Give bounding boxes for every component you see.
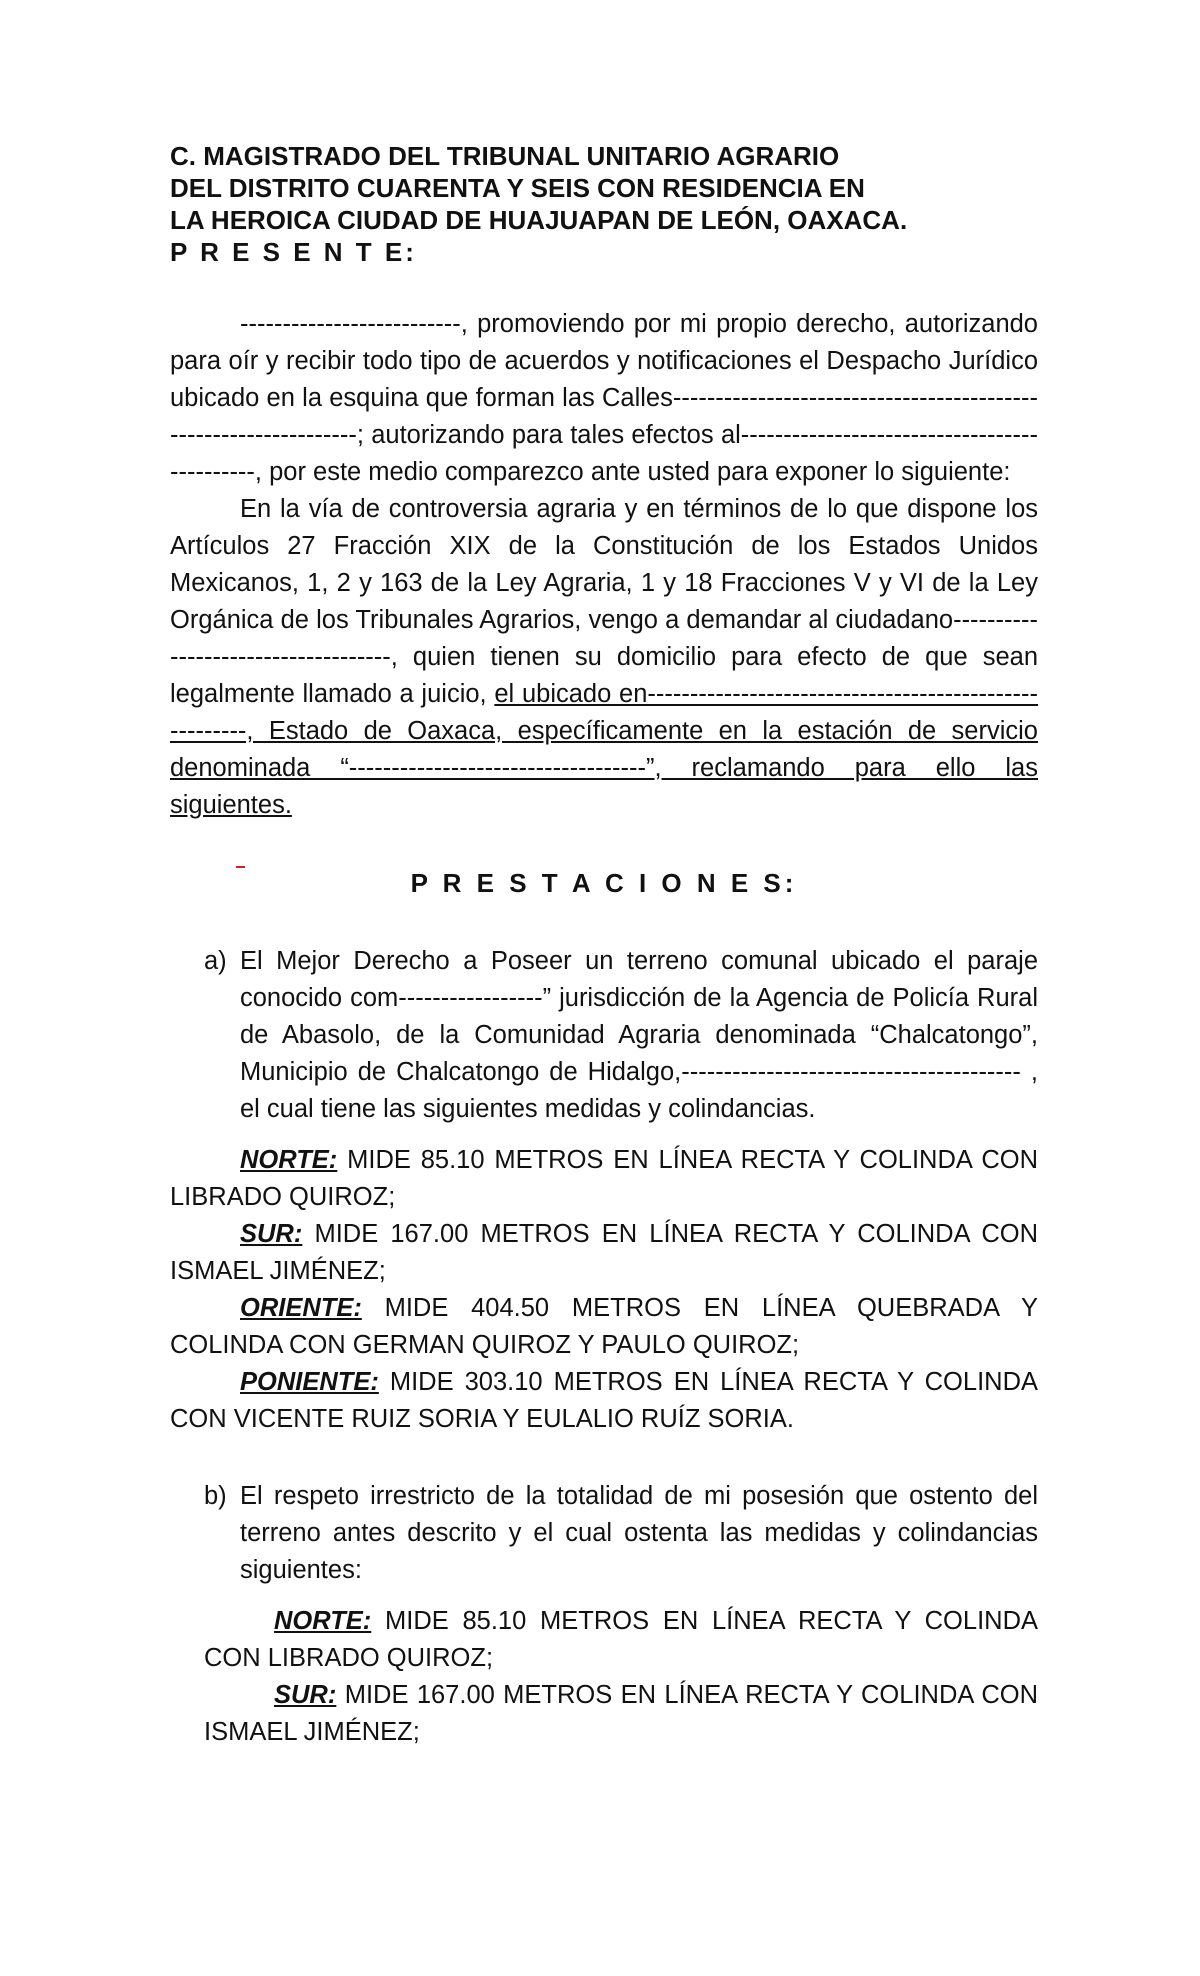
bound-text: MIDE 167.00 METROS EN LÍNEA RECTA Y COLINDA CON ISMAEL JIMÉNEZ; [170,1220,1038,1285]
bound-label: NORTE: [274,1607,372,1635]
bound-sur-b [204,1677,1038,1751]
document-page [170,140,1038,1751]
item-b-letter: b) [204,1482,227,1510]
item-b-text: El respeto irrestricto de la totalidad de mi posesión que ostento del terreno antes descrito y el cual ostenta las medidas y colindancias siguientes: [240,1482,1038,1584]
addressee-line-1: C. MAGISTRADO DEL TRIBUNAL UNITARIO AGRARIO [170,141,840,171]
bound-norte-b [204,1603,1038,1677]
bound-label: SUR: [274,1681,337,1709]
prestaciones-title: P R E S T A C I O N E S: [410,868,798,898]
bound-norte-a [170,1142,1038,1216]
bound-text: MIDE 85.10 METROS EN LÍNEA RECTA Y COLINDA CON LIBRADO QUIROZ; [170,1146,1038,1211]
bound-text: MIDE 167.00 METROS EN LÍNEA RECTA Y COLINDA CON ISMAEL JIMÉNEZ; [204,1681,1038,1746]
bound-text: MIDE 303.10 METROS EN LÍNEA RECTA Y COLINDA CON VICENTE RUIZ SORIA Y EULALIO RUÍZ SORIA. [170,1368,1038,1433]
bound-label: PONIENTE: [240,1368,379,1396]
addressee-block [170,140,1038,268]
claim-paragraph [170,491,1038,824]
bounds-b [170,1603,1038,1751]
intro-paragraph: --------------------------, promoviendo por mi propio derecho, autorizando para oír y recibir todo tipo de acuerdos y notificaciones el Despacho Jurídico ubicado en la esquina que forman las Calles-----------------------------------------------------------------; autorizando para tales efectos al---------------------------------------------, por este medio comparezco ante usted para exponer lo siguiente: [170,310,1038,486]
presente-heading: P R E S E N T E: [170,237,417,267]
bound-label: NORTE: [240,1146,338,1174]
addressee-line-2: DEL DISTRITO CUARENTA Y SEIS CON RESIDENCIA EN [170,173,865,203]
claim-text: En la vía de controversia agraria y en términos de lo que dispone los Artículos 27 Fracción XIX de la Constitución de los Estados Unidos Mexicanos, 1, 2 y 163 de la Ley Agraria, 1 y 18 Fracciones V y VI de la Ley Orgánica de los Tribunales Agrarios, vengo a demandar al ciudadano------------------------------------, quien tienen su domicilio para efecto de que sean legalmente llamado a juicio, [170,495,1038,708]
bound-text: MIDE 85.10 METROS EN LÍNEA RECTA Y COLINDA CON LIBRADO QUIROZ; [204,1607,1038,1672]
bound-label: SUR: [240,1220,303,1248]
bound-text: MIDE 404.50 METROS EN LÍNEA QUEBRADA Y COLINDA CON GERMAN QUIROZ Y PAULO QUIROZ; [170,1294,1038,1359]
item-b [170,1478,1038,1589]
item-a-text: El Mejor Derecho a Poseer un terreno comunal ubicado el paraje conocido com-----------------” jurisdicción de la Agencia de Policía Rural de Abasolo, de la Comunidad Agraria denominada “Chalcatongo”, Municipio de Chalcatongo de Hidalgo,---------------------------------------- , el cual tiene las siguientes medidas y colindancias. [240,947,1038,1123]
item-a-letter: a) [204,947,227,975]
bound-poniente-a [170,1364,1038,1438]
bound-sur-a [170,1216,1038,1290]
addressee-line-3: LA HEROICA CIUDAD DE HUAJUAPAN DE LEÓN, OAXACA. [170,205,908,235]
bound-oriente-a [170,1290,1038,1364]
bound-label: ORIENTE: [240,1294,362,1322]
bounds-a [170,1142,1038,1438]
item-a [170,943,1038,1128]
claim-underlined-text: el ubicado en-------------------------------------------------------, Estado de Oaxaca, específicamente en la estación de servicio denominada “-----------------------------------”, reclamando para ello las siguientes. [170,680,1039,819]
